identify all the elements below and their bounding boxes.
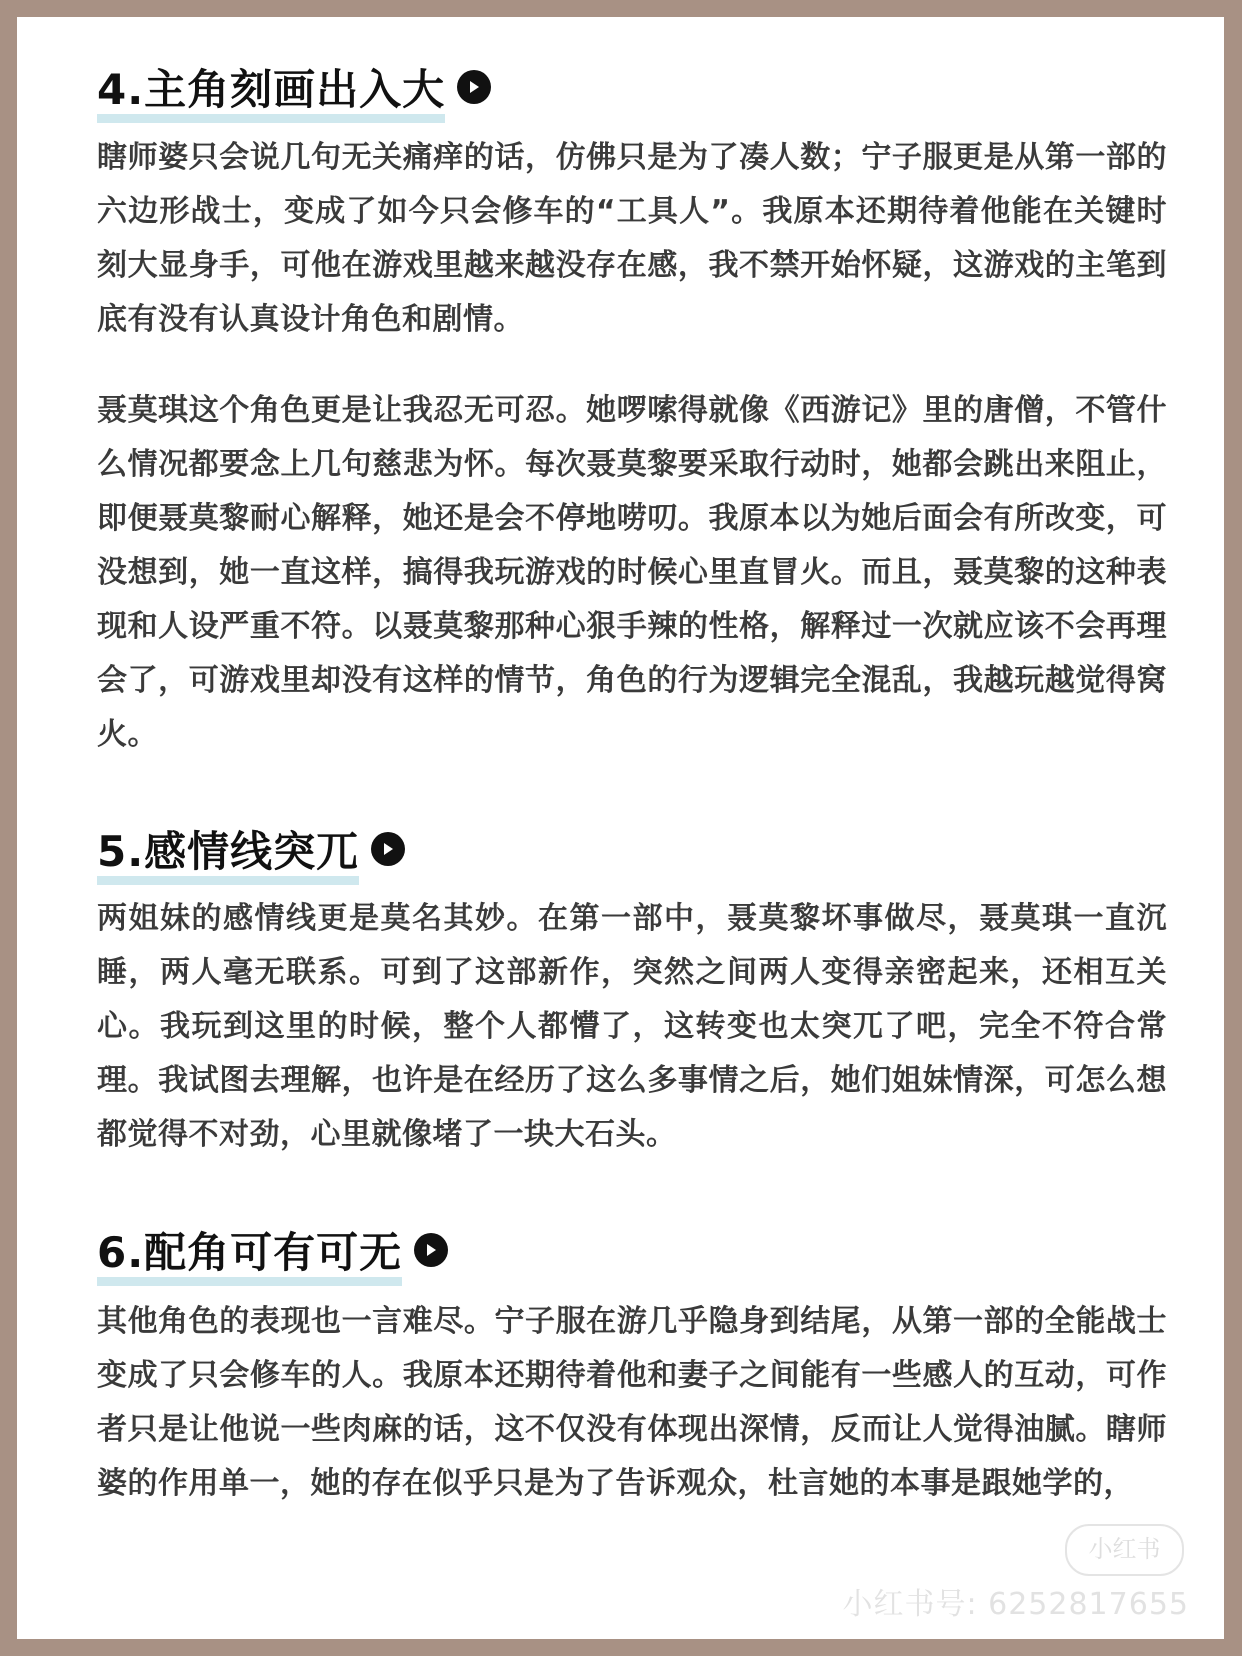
play-circle-icon — [457, 70, 491, 104]
section-heading-4 — [97, 57, 491, 117]
section-heading-6 — [97, 1220, 448, 1280]
watermark-logo: 小红书 — [1065, 1524, 1184, 1576]
article-page — [17, 17, 1224, 1639]
paragraph: 聂莫琪这个角色更是让我忍无可忍。她啰嗦得就像《西游记》里的唐僧，不管什么情况都要念上几句慈悲为怀。每次聂莫黎要采取行动时，她都会跳出来阻止，即便聂莫黎耐心解释，她还是会不停地唠叨。我原本以为她后面会有所改变，可没想到，她一直这样，搞得我玩游戏的时候心里直冒火。而且，聂莫黎的这种表现和人设严重不符。以聂莫黎那种心狠手辣的性格，解释过一次就应该不会再理会了，可游戏里却没有这样的情节，角色的行为逻辑完全混乱，我越玩越觉得窝火。 — [97, 393, 1167, 752]
play-circle-icon — [371, 832, 405, 866]
paragraph: 两姐妹的感情线更是莫名其妙。在第一部中，聂莫黎坏事做尽，聂莫琪一直沉睡，两人毫无联系。可到了这部新作，突然之间两人变得亲密起来，还相互关心。我玩到这里的时候，整个人都懵了，这转变也太突兀了吧，完全不符合常理。我试图去理解，也许是在经历了这么多事情之后，她们姐妹情深，可怎么想都觉得不对劲，心里就像堵了一块大石头。 — [97, 901, 1167, 1152]
play-circle-icon — [414, 1233, 448, 1267]
paragraph: 其他角色的表现也一言难尽。宁子服在游几乎隐身到结尾，从第一部的全能战士变成了只会修车的人。我原本还期待着他和妻子之间能有一些感人的互动，可作者只是让他说一些肉麻的话，这不仅没有体现出深情，反而让人觉得油腻。瞎师婆的作用单一，她的存在似乎只是为了告诉观众，杜言她的本事是跟她学的， — [97, 1304, 1167, 1501]
section-heading-text: 6.配角可有可无 — [97, 1220, 402, 1280]
section-heading-5 — [97, 819, 405, 879]
watermark-id: 小红书号: 6252817655 — [842, 1587, 1189, 1622]
section-heading-text: 4.主角刻画出入大 — [97, 57, 445, 117]
section-heading-text: 5.感情线突兀 — [97, 819, 359, 879]
paragraph: 瞎师婆只会说几句无关痛痒的话，仿佛只是为了凑人数；宁子服更是从第一部的六边形战士，变成了如今只会修车的“工具人”。我原本还期待着他能在关键时刻大显身手，可他在游戏里越来越没存在感，我不禁开始怀疑，这游戏的主笔到底有没有认真设计角色和剧情。 — [97, 140, 1167, 337]
